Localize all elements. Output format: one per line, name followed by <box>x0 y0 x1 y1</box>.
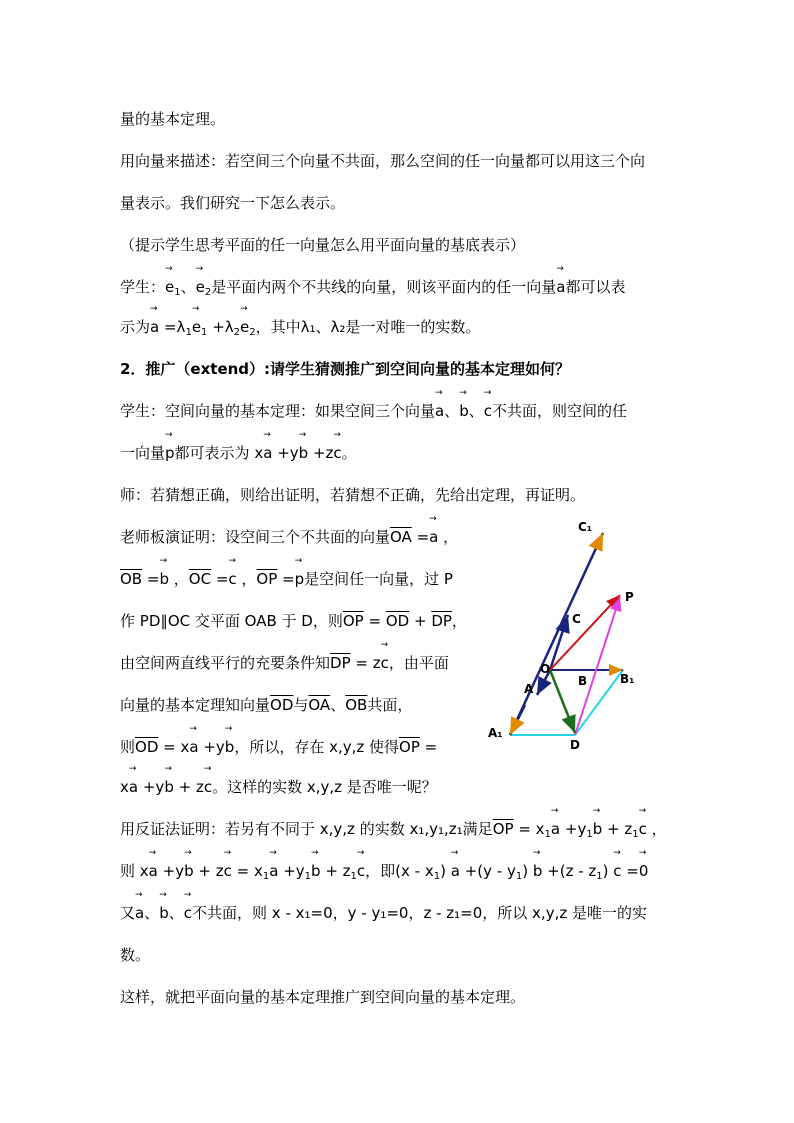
vector-oa1 <box>510 705 525 735</box>
section-heading: 2．推广（extend）:请学生猜测推广到空间向量的基本定理如何？ <box>120 360 571 378</box>
text-line: 学生：空间向量的基本定理：如果空间三个向量→ a、→ b、→ c不共面，则空间的任 <box>120 400 627 422</box>
label-c: C <box>572 612 581 626</box>
text-line: 用向量来描述：若空间三个向量不共面，那么空间的任一向量都可以用这三个向 <box>120 152 646 170</box>
text-line: 由空间两直线平行的充要条件知$\overline{DP} = z\to c$，由平面 <box>120 652 449 674</box>
text-line: 数。 <box>120 946 151 964</box>
label-c1: C₁ <box>578 520 593 534</box>
vector-op <box>550 595 620 670</box>
text-line: 量的基本定理。 <box>120 110 226 128</box>
text-line: 又→ a、→ b、→ c不共面，则 x - x₁=0，y - y₁=0，z - z₁=0，所以 x,y,z 是唯一的实 <box>120 902 647 924</box>
text-line: 向量的基本定理知向量$\overline{OD}$与$\overline{OA}$、$\overline{OB}$共面， <box>120 696 413 714</box>
text-line: 学生：→ $e_1$、→ $e_2$是平面内两个不共线的向量，则该平面内的任一向量→ a都可以表 <box>120 276 625 298</box>
label-p: P <box>625 590 634 604</box>
text-line: 量表示。我们研究一下怎么表示。 <box>120 194 346 212</box>
text-line: （提示学生思考平面的任一向量怎么用平面向量的基底表示） <box>120 236 526 254</box>
text-line: 则 $x\to a +y\to b + z\to c = x_1\to a +y_1\to b + z_1\to c$，即$(x - x_1) \to a +(y - y_1) \to b +(z - z_1) \to c =\to 0$ <box>120 860 648 882</box>
text-line: x→ a +y→ b + z→ c。这样的实数 x,y,z 是否唯一呢？ <box>120 776 437 798</box>
text-line: 师：若猜想正确，则给出证明，若猜想不正确，先给出定理，再证明。 <box>120 486 586 504</box>
label-o: O <box>540 662 551 676</box>
text-line: 作 PD∥OC 交平面 OAB 于 D，则$\overline{OP} = \overline{OD} + \overline{DP}$， <box>120 612 467 630</box>
label-b: B <box>578 674 588 688</box>
text-line: 则$\overline{OD} = x\to a +y\to b$，所以，存在 x,y,z 使得$\overline{OP}$ = <box>120 736 437 758</box>
vector-od <box>550 670 575 733</box>
label-d: D <box>570 738 580 752</box>
text-line: 这样，就把平面向量的基本定理推广到空间向量的基本定理。 <box>120 988 526 1006</box>
text-line: 示为→ $a =\lambda_1\to e_1 +\lambda_2\to e_2$，其中λ₁、λ₂是一对唯一的实数。 <box>120 316 480 338</box>
text-line: 用反证法证明：若另有不同于 x,y,z 的实数 x₁,y₁,z₁满足$\overline{OP} = x_1\to a +y_1\to b + z_1\to c$ ， <box>120 818 667 840</box>
label-a: A <box>524 682 534 696</box>
label-b1: B₁ <box>620 672 635 686</box>
label-a1: A₁ <box>488 726 503 740</box>
vector-figure <box>480 515 650 755</box>
text-line: $\overline{OB} =\to b$ ，$\overline{OC} =\to c$ ，$\overline{OP} =\to p$是空间任一向量，过 P <box>120 568 453 590</box>
text-line: 老师板演证明：设空间三个不共面的向量$\overline{OA} =\to a$ ， <box>120 526 458 548</box>
text-line: 一向量→ p都可表示为 x→ a +y→ b +z→ c。 <box>120 442 357 464</box>
